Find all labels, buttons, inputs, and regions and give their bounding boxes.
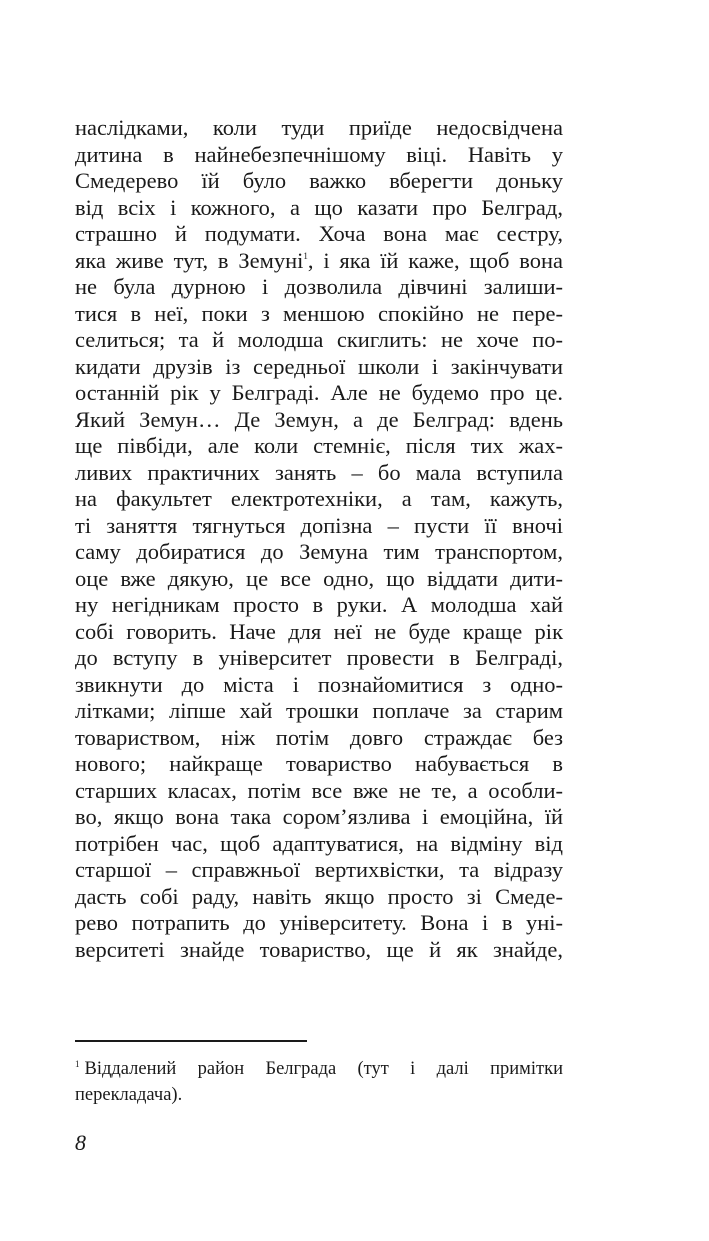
page-number: 8 <box>75 1130 86 1155</box>
text-line: останній рік у Белграді. Але не будемо про це. <box>75 380 563 405</box>
text-line: во, якщо вона така сором’язлива і емоційна, їй <box>75 804 563 829</box>
text-line: на факультет електротехніки, а там, кажуть, <box>75 486 563 511</box>
text-line: Який Земун… Де Земун, а де Белград: вдень <box>75 406 563 432</box>
footnote-marker: 1 <box>75 1059 80 1069</box>
text-line: оце вже дякую, це все одно, що віддати дити- <box>75 565 563 591</box>
text-line: дасть собі раду, навіть якщо просто зі Смеде- <box>75 883 563 909</box>
text-line: до вступу в університет провести в Белграді, <box>75 645 563 670</box>
text-line: літками; ліпше хай трошки поплаче за старим <box>75 698 563 723</box>
text-segment: , і яка їй каже, щоб вона <box>307 247 563 273</box>
text-line: саму добиратися до Земуна тим транспортом, <box>75 539 563 564</box>
text-line: не була дурною і дозволила дівчині залиши- <box>75 274 563 299</box>
text-line: звикнути до міста і познайомитися з одно- <box>75 671 563 697</box>
text-line: ті заняття тягнуться допізна – пусти її вночі <box>75 512 563 538</box>
text-line: кидати друзів із середньої школи і закінчувати <box>75 353 563 379</box>
footnote-line <box>75 1056 563 1082</box>
text-line: рево потрапить до університету. Вона і в уні- <box>75 910 563 935</box>
text-line: товариством, ніж потім довго страждає без <box>75 724 563 750</box>
text-segment: яка живе тут, в Земуні <box>75 247 304 273</box>
footnote-divider <box>75 1040 307 1042</box>
text-line: від всіх і кожного, а що казати про Белград, <box>75 194 563 220</box>
text-line: собі говорить. Наче для неї не буде краще рік <box>75 618 563 644</box>
text-line: ливих практичних занять – бо мала вступила <box>75 459 563 485</box>
footnote-reference[interactable]: 1 <box>303 250 308 261</box>
text-line: страшно й подумати. Хоча вона має сестру, <box>75 221 563 246</box>
footnote-text: Віддалений район Белграда (тут і далі примітки <box>84 1059 563 1079</box>
text-line: ще півбіди, але коли стемніє, після тих жах- <box>75 433 563 458</box>
text-line: потрібен час, щоб адаптуватися, на відміну від <box>75 830 563 856</box>
text-line: селиться; та й молодша скиглить: не хоче по- <box>75 327 563 352</box>
text-line: старших класах, потім все вже не те, а особли- <box>75 777 563 803</box>
text-line: тися в неї, поки з меншою спокійно не пере- <box>75 300 563 326</box>
text-line: дитина в найнебезпечнішому віці. Навіть у <box>75 141 563 167</box>
text-line: ну негідникам просто в руки. А молодша хай <box>75 592 563 617</box>
text-line: Смедерево їй було важко вберегти доньку <box>75 168 563 193</box>
body-text <box>75 115 563 963</box>
footnote-line: перекладача). <box>75 1085 183 1105</box>
footnote <box>75 1056 563 1108</box>
text-line: верситеті знайде товариство, ще й як знайде, <box>75 936 563 962</box>
text-line: старшої – справжньої вертихвістки, та відразу <box>75 857 563 882</box>
text-line: нового; найкраще товариство набувається в <box>75 751 563 776</box>
text-line: наслідками, коли туди приїде недосвідчена <box>75 115 563 140</box>
text-line-with-footnote-ref <box>75 248 563 275</box>
